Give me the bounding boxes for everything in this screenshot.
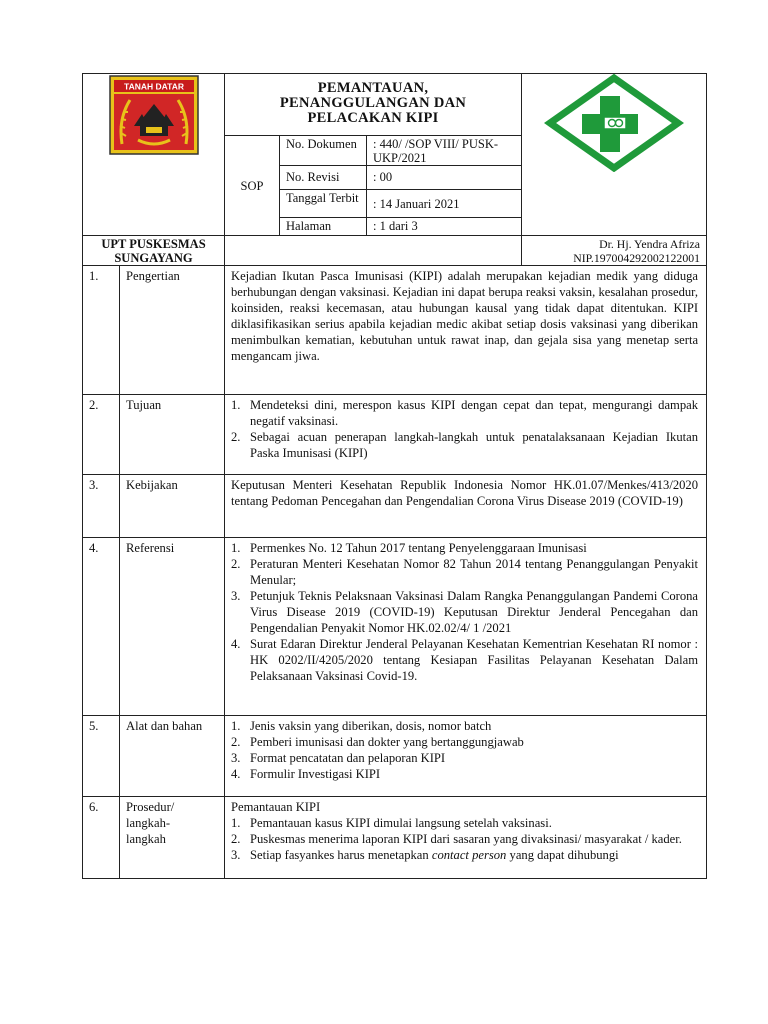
meta-value: : 1 dari 3 <box>367 218 522 236</box>
section-number: 3. <box>83 475 120 538</box>
list-item: 2. Sebagai acuan penerapan langkah-langkah untuk penatalaksanaan Kejadian Ikutan Paska Imunisasi (KIPI) <box>231 430 699 460</box>
section-pengertian <box>83 266 707 395</box>
section-prosedur <box>83 797 707 879</box>
list-item: 2. Peraturan Menteri Kesehatan Nomor 82 Tahun 2014 tentang Penanggulangan Penyakit Menular; <box>231 557 699 587</box>
section-number: 5. <box>83 716 120 797</box>
section-label: Alat dan bahan <box>120 716 225 797</box>
list-item: 1. Pemantauan kasus KIPI dimulai langsung setelah vaksinasi. <box>231 816 552 830</box>
section-list <box>225 538 707 716</box>
list-item: 3. Setiap fasyankes harus menetapkan contact person yang dapat dihubungi <box>231 848 619 862</box>
list-item: 3. Petunjuk Teknis Pelaksnaan Vaksinasi Dalam Rangka Penanggulangan Pandemi Corona Virus Disease 2019 (COVID-19) Keputusan Direktur Jenderal Pencegahan dan Pengendalian Penyakit Nomor HK.02.02/4/ 1 /2021 <box>231 589 699 635</box>
meta-value: : 440/ /SOP VIII/ PUSK-UKP/2021 <box>367 136 522 166</box>
signer-nip: NIP.197004292002122001 <box>573 251 701 265</box>
list-item: 2. Puskesmas menerima laporan KIPI dari sasaran yang divaksinasi/ masyarakat / kader. <box>231 832 682 846</box>
section-label: Tujuan <box>120 395 225 475</box>
sop-document <box>82 73 706 879</box>
meta-key: Tanggal Terbit <box>280 190 367 218</box>
logo-text: TANAH DATAR <box>123 81 184 92</box>
section-tujuan <box>83 395 707 475</box>
meta-key: Halaman <box>280 218 367 236</box>
list-item: 3. Format pencatatan dan pelaporan KIPI <box>231 751 446 765</box>
document-title: PEMANTAUAN, PENANGGULANGAN DAN PELACAKAN KIPI <box>225 74 522 136</box>
left-logo-cell <box>83 74 225 236</box>
section-label: Pengertian <box>120 266 225 395</box>
section-list <box>225 797 707 879</box>
section-alat-bahan <box>83 716 707 797</box>
list-item: 1. Mendeteksi dini, merespon kasus KIPI dengan cepat dan tepat, mengurangi dampak negatif vaksinasi. <box>231 398 699 428</box>
section-number: 1. <box>83 266 120 395</box>
procedure-intro: Pemantauan KIPI <box>231 800 321 814</box>
list-item: 1. Permenkes No. 12 Tahun 2017 tentang Penyelenggaraan Imunisasi <box>231 541 587 555</box>
meta-key: No. Revisi <box>280 166 367 190</box>
signer-name: Dr. Hj. Yendra Afriza <box>599 237 701 251</box>
section-number: 6. <box>83 797 120 879</box>
organization-name: UPT PUSKESMAS SUNGAYANG <box>83 236 225 266</box>
section-label: Referensi <box>120 538 225 716</box>
section-list <box>225 716 707 797</box>
blank-cell <box>225 236 522 266</box>
list-item: 4. Surat Edaran Direktur Jenderal Pelayanan Kesehatan Kementrian Kesehatan RI nomor : HK 0202/II/4205/2020 tentang Kesiapan Fasilitas Pelayanan Kesehatan Dalam Pelaksanaan Vaksinasi Covid-19. <box>231 637 699 683</box>
list-item: 4. Formulir Investigasi KIPI <box>231 767 381 781</box>
list-item: 1. Jenis vaksin yang diberikan, dosis, nomor batch <box>231 719 492 733</box>
list-item: 2. Pemberi imunisasi dan dokter yang bertanggungjawab <box>231 735 524 749</box>
right-logo-cell <box>522 74 707 236</box>
sop-label: SOP <box>225 136 280 236</box>
meta-key: No. Dokumen <box>280 136 367 166</box>
section-label: Kebijakan <box>120 475 225 538</box>
puskesmas-logo <box>544 74 684 172</box>
meta-value: : 00 <box>367 166 522 190</box>
section-list <box>225 395 707 475</box>
section-text: Keputusan Menteri Kesehatan Republik Indonesia Nomor HK.01.07/Menkes/413/2020 tentang Pedoman Pencegahan dan Pengendalian Corona Virus Disease 2019 (COVID-19) <box>225 475 707 538</box>
section-number: 4. <box>83 538 120 716</box>
tanah-datar-logo <box>108 74 200 156</box>
section-text: Kejadian Ikutan Pasca Imunisasi (KIPI) adalah merupakan kejadian medik yang diduga berhubungan dengan vaksinasi. Kejadian ini dapat berupa reaksi vaksin, kesalahan prosedur, koinsiden, reaksi kecemasan, atau hubungan kausal yang tidak dapat ditentukan. KIPI diklasifikasikan serius apabila kejadian medic akibat setiap dosis vaksinasi yang diberikan menimbulkan kematian, kebutuhan untuk rawat inap, dan gejala sisa yang menetap serta mengancam jiwa. <box>225 266 707 395</box>
section-kebijakan <box>83 475 707 538</box>
section-referensi <box>83 538 707 716</box>
sop-table <box>82 73 707 879</box>
meta-value: : 14 Januari 2021 <box>367 190 522 218</box>
section-number: 2. <box>83 395 120 475</box>
section-label: Prosedur/ langkah- langkah <box>120 797 225 879</box>
signer-block <box>522 236 707 266</box>
